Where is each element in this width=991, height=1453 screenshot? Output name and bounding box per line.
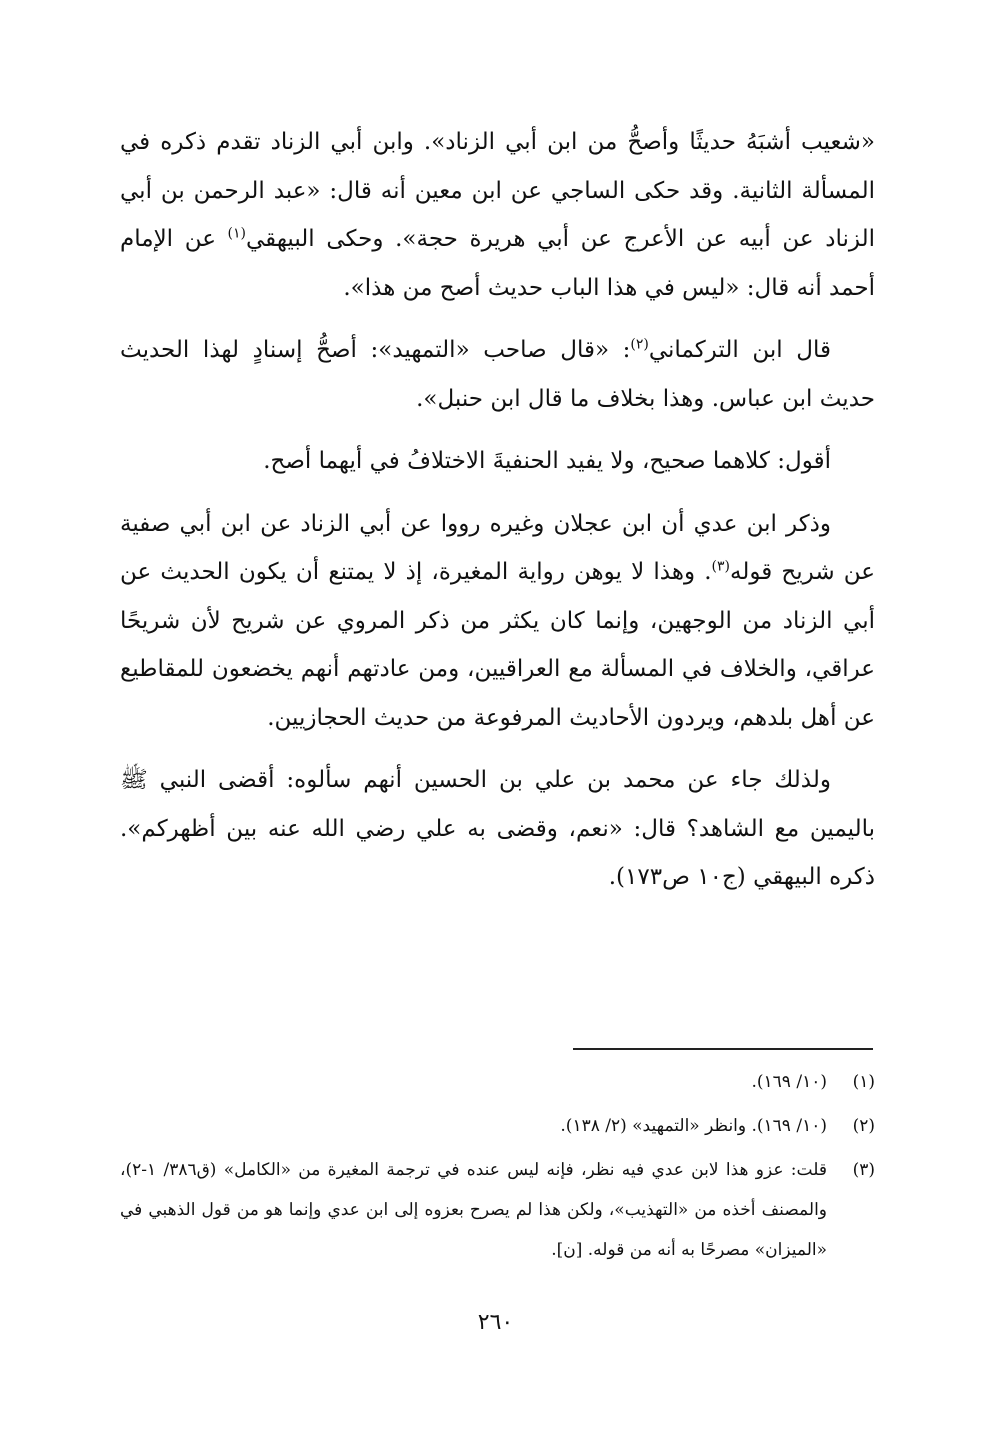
page-number: ٢٦٠ [477,1310,514,1335]
paragraph-4 [120,500,875,743]
footnote-2 [120,1106,875,1146]
paragraph-5 [120,756,875,902]
footnote-number: (١) [852,1072,875,1092]
footnote-text: قلت: عزو هذا لابن عدي فيه نظر، فإنه ليس عنده في ترجمة المغيرة من «الكامل» (ق٣٨٦/ ١-٢)، والمصنف أخذه من «التهذيب»، ولكن هذا لم يصرح بعزوه إلى ابن عدي وإنما هو من قول الذهبي في «الميزان» مصرحًا به أنه من قوله. [ن]. [120,1160,827,1260]
footnote-text: (١٠/ ١٦٩). وانظر «التمهيد» (٢/ ١٣٨). [560,1116,827,1136]
footnote-ref-2[interactable]: (٢) [630,336,649,353]
paragraph-5-text: ولذلك جاء عن محمد بن علي بن الحسين أنهم سألوه: أقضى النبي ﷺ باليمين مع الشاهد؟ قال: «نعم، وقضى به علي رضي الله عنه بين أظهركم». ذكره البيهقي (ج١٠ ص١٧٣). [120,767,875,890]
main-text [120,118,875,916]
paragraph-3 [120,437,875,486]
footnotes [120,1062,875,1274]
paragraph-2 [120,326,875,423]
footnote-1 [120,1062,875,1102]
footnote-number: (٢) [852,1116,875,1136]
footnote-ref-3[interactable]: (٣) [711,558,731,575]
paragraph-1-text: «شعيب أشبَهُ حديثًا وأصحُّ من ابن أبي الزناد». وابن أبي الزناد تقدم ذكره في المسألة الثانية. وقد حكى الساجي عن ابن معين أنه قال: «عبد الرحمن بن أبي الزناد عن أبيه عن الأعرج عن أبي هريرة حجة». وحكى البيهقي [120,129,875,252]
paragraph-1-text-cont: عن الإمام أحمد أنه قال: «ليس في هذا الباب حديث أصح من هذا». [120,226,875,301]
footnote-ref-1[interactable]: (١) [227,225,247,242]
paragraph-4-text-cont: . وهذا لا يوهن رواية المغيرة، إذ لا يمتنع أن يكون الحديث عن أبي الزناد من الوجهين، وإنما كان يكثر من ذكر المروي عن شريح لأن شريحًا عراقي، والخلاف في المسألة مع العراقيين، ومن عادتهم أنهم يخضعون للمقاطيع عن أهل بلدهم، ويردون الأحاديث المرفوعة من حديث الحجازيين. [120,559,875,731]
footnote-number: (٣) [852,1160,875,1180]
paragraph-1 [120,118,875,312]
footnote-text: (١٠/ ١٦٩). [751,1072,827,1092]
paragraph-3-text: أقول: كلاهما صحيح، ولا يفيد الحنفيةَ الاختلافُ في أيهما أصح. [263,448,831,474]
footnote-separator [573,1048,873,1050]
footnote-3 [120,1150,875,1270]
paragraph-2-text: قال ابن التركماني [648,337,831,363]
paragraph-4-text: وذكر ابن عدي أن ابن عجلان وغيره رووا عن أبي الزناد عن ابن أبي صفية عن شريح قوله [120,510,876,585]
paragraph-2-text-cont: : «قال صاحب «التمهيد»: أصحُّ إسنادٍ لهذا الحديث حديث ابن عباس. وهذا بخلاف ما قال ابن حنبل». [120,337,875,412]
